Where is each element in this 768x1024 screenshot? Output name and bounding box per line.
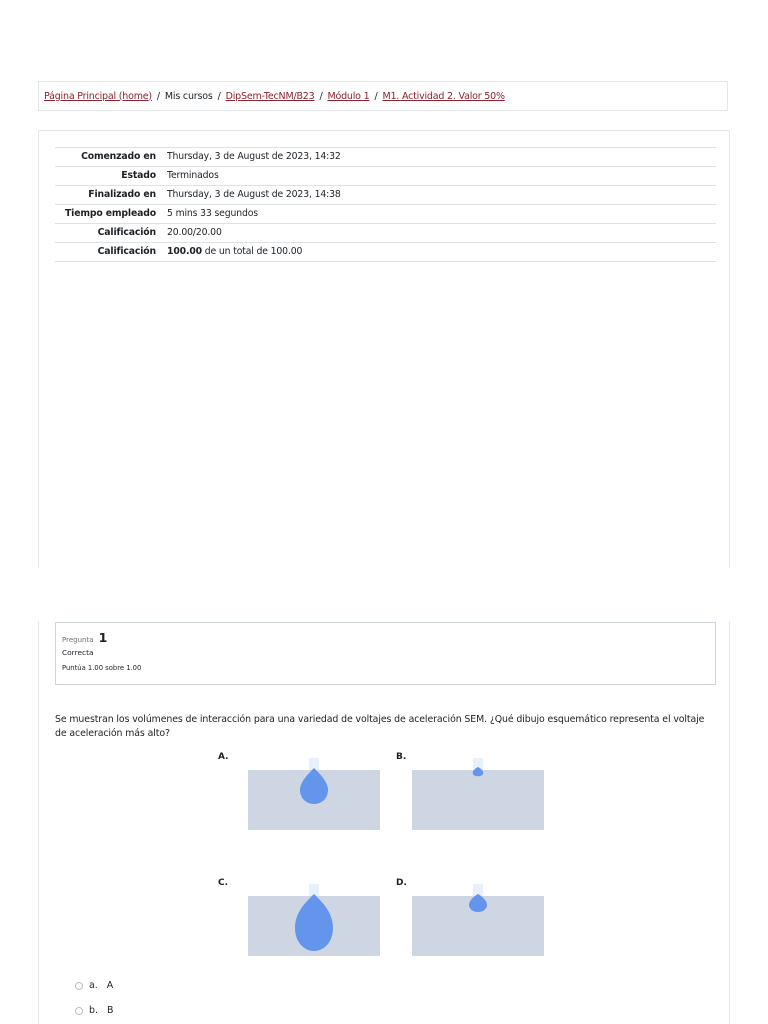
breadcrumb-course-link[interactable]: DipSem-TecNM/B23 (225, 90, 315, 102)
summary-row-state (55, 167, 716, 186)
option-letter: b. (89, 1005, 98, 1016)
option-text: B (106, 1005, 114, 1016)
breadcrumb-separator: / (374, 90, 378, 102)
question-number-line (62, 627, 709, 646)
option-text: A (106, 980, 114, 991)
diagram-panel-a (248, 758, 380, 830)
state-value: Terminados (167, 170, 219, 181)
question-label: Pregunta (62, 636, 94, 644)
diagram-label-b: B. (396, 752, 407, 762)
question-grade: Puntúa 1.00 sobre 1.00 (62, 664, 142, 672)
answer-option-a[interactable] (75, 980, 113, 991)
summary-table (55, 147, 716, 262)
breadcrumb (38, 81, 728, 111)
diagram-label-c: C. (218, 878, 229, 888)
breadcrumb-separator: / (217, 90, 221, 102)
grade-value-bold: 100.00 (167, 246, 202, 257)
completed-label: Finalizado en (88, 189, 156, 200)
grade-value (161, 243, 716, 262)
question-text: Se muestran los volúmenes de interacción para una variedad de voltajes de aceleración SEM. ¿Qué dibujo esquemático representa el voltaje de aceleración más alto? (55, 714, 705, 739)
breadcrumb-activity-link[interactable]: M1. Actividad 2. Valor 50% (382, 90, 505, 102)
breadcrumb-home-link[interactable]: Página Principal (home) (44, 90, 152, 102)
started-label: Comenzado en (81, 151, 156, 162)
attempt-summary (38, 130, 730, 568)
diagram-panel-c (248, 884, 380, 956)
summary-row-time (55, 205, 716, 224)
diagram-panel-d (412, 884, 544, 956)
breadcrumb-module-link[interactable]: Módulo 1 (327, 90, 370, 102)
question-info (55, 622, 716, 685)
marks-label: Calificación (97, 227, 156, 238)
diagram-label-d: D. (396, 878, 407, 888)
summary-row-completed (55, 186, 716, 205)
answer-option-b[interactable] (75, 1005, 113, 1016)
summary-row-started (55, 148, 716, 167)
radio-button[interactable] (75, 982, 83, 990)
breadcrumb-my-courses: Mis cursos (164, 90, 213, 102)
option-letter: a. (89, 980, 98, 991)
time-value: 5 mins 33 segundos (167, 208, 258, 219)
time-label: Tiempo empleado (64, 208, 156, 219)
completed-value: Thursday, 3 de August de 2023, 14:38 (167, 189, 341, 200)
breadcrumb-separator: / (319, 90, 323, 102)
summary-row-grade (55, 243, 716, 262)
started-value: Thursday, 3 de August de 2023, 14:32 (167, 151, 341, 162)
diagram-panel-b (412, 758, 544, 830)
radio-button[interactable] (75, 1007, 83, 1015)
diagram-label-a: A. (218, 752, 229, 762)
state-label: Estado (121, 170, 156, 181)
breadcrumb-separator: / (156, 90, 160, 102)
grade-value-rest: de un total de 100.00 (201, 246, 303, 257)
grade-label: Calificación (97, 246, 156, 257)
question-state: Correcta (62, 648, 94, 657)
question-number: 1 (98, 630, 108, 645)
marks-value: 20.00/20.00 (167, 227, 222, 238)
summary-row-marks (55, 224, 716, 243)
question-1 (38, 622, 730, 1024)
